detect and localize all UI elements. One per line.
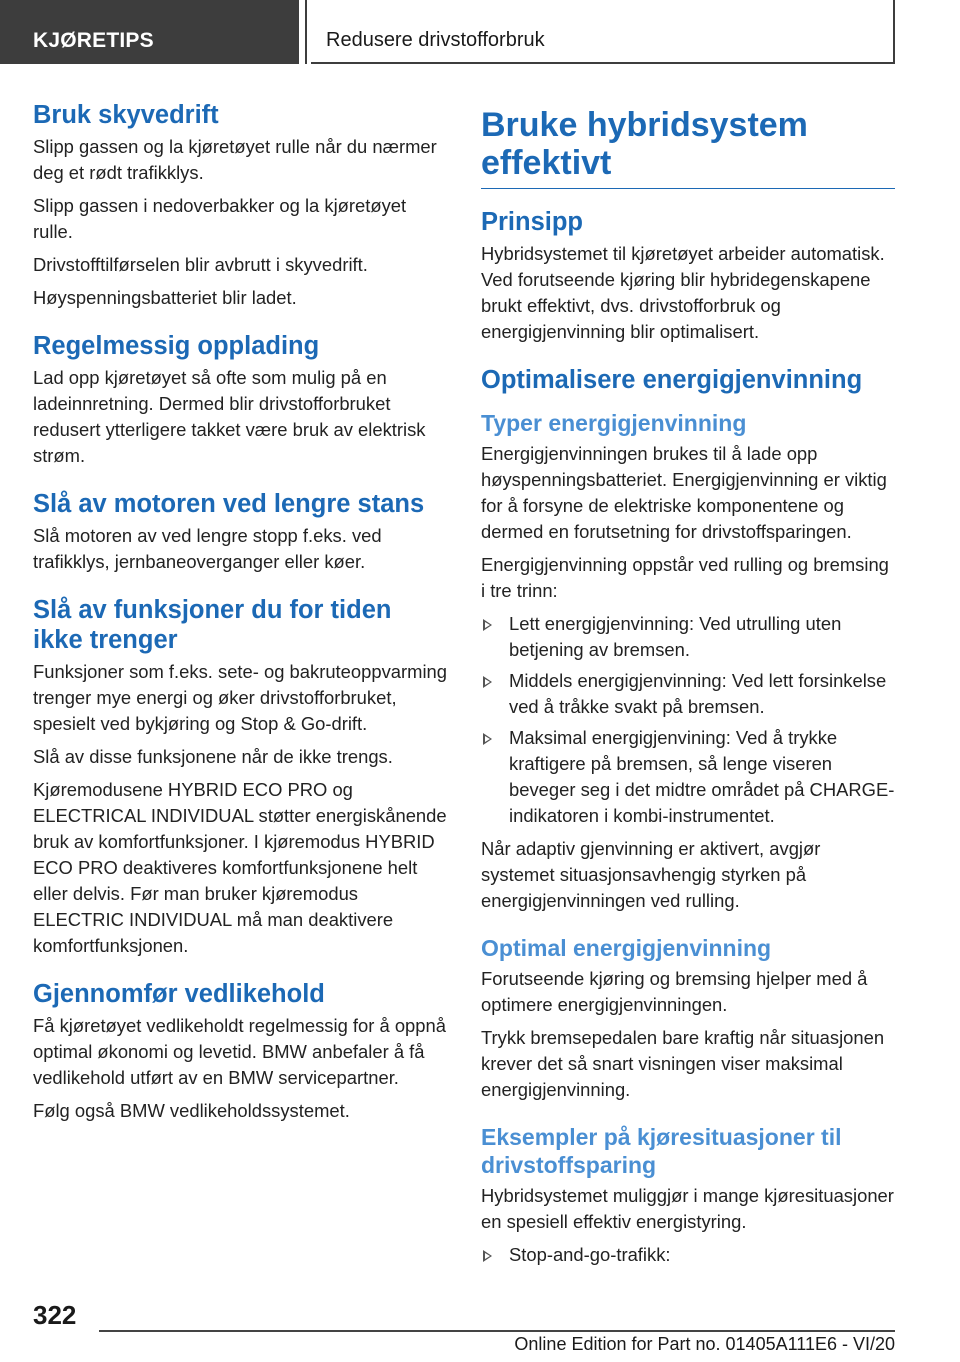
paragraph: Funksjoner som f.eks. sete- og bakruteoppvarming trenger mye energi og øker drivstofforbruket, spesielt ved bykjøring og Stop & Go-drift.	[33, 661, 447, 734]
heading-disable-functions: Slå av funksjoner du for tiden ikke trenger	[33, 596, 392, 654]
paragraph: Slipp gassen og la kjøretøyet rulle når du nærmer deg et rødt trafikklys.	[33, 136, 437, 183]
paragraph: Forutseende kjøring og bremsing hjelper med å optimere energigjenvinningen.	[481, 968, 868, 1015]
heading-recuperation-types: Typer energigjenvinning	[481, 410, 747, 436]
paragraph: Lad opp kjøretøyet så ofte som mulig på en ladeinnretning. Dermed blir drivstofforbruket redusert ytterligere takket være bruk av elektrisk strøm.	[33, 367, 426, 466]
paragraph: Følg også BMW vedlikeholdssystemet.	[33, 1100, 350, 1121]
paragraph: Trykk bremsepedalen bare kraftig når situasjonen krever det så snart visningen viser maksimal energigjenvinning.	[481, 1027, 885, 1100]
header-divider	[305, 0, 307, 64]
header-section-box	[311, 0, 895, 64]
main-title: Bruke hybridsystem effektivt	[481, 106, 895, 189]
left-column	[33, 100, 447, 1131]
bullet-triangle-icon	[483, 619, 492, 631]
paragraph: Når adaptiv gjenvinning er aktivert, avgjør systemet situasjonsavhengig styrken på energigjenvinningen ved rulling.	[481, 838, 821, 911]
paragraph: Slå av disse funksjonene når de ikke trengs.	[33, 746, 393, 767]
paragraph: Slå motoren av ved lengre stopp f.eks. ved trafikklys, jernbaneoverganger eller køer.	[33, 525, 382, 572]
section-label: Redusere drivstofforbruk	[326, 29, 545, 51]
heading-optimal-recuperation: Optimal energigjenvinning	[481, 935, 772, 961]
heading-maintenance: Gjennomfør vedlikehold	[33, 980, 325, 1008]
heading-driving-examples: Eksempler på kjøresituasjoner til drivstoffsparing	[481, 1124, 842, 1178]
bullet-triangle-icon	[483, 676, 492, 688]
recuperation-list	[481, 611, 895, 829]
paragraph: Kjøremodusene HYBRID ECO PRO og ELECTRICAL INDIVIDUAL støtter energiskånende bruk av komfortfunksjoner. I kjøremodus HYBRID ECO PRO deaktiveres komfortfunksjonene helt eller delvis. Før man bruker kjøremodus ELECTRIC INDIVIDUAL må man deaktivere komfortfunksjonen.	[33, 779, 447, 956]
paragraph: Energigjenvinning oppstår ved rulling og bremsing i tre trinn:	[481, 554, 889, 601]
list-item: Maksimal energigjenvining: Ved å trykke kraftigere på bremsen, så lenge viseren beveger seg i det midtre området på CHARGE-indikatoren i kombi-instrumentet.	[481, 725, 895, 829]
header-chapter-tab	[0, 0, 299, 64]
chapter-label: KJØRETIPS	[33, 29, 154, 52]
footer-edition: Online Edition for Part no. 01405A111E6 - VI/20	[514, 1334, 895, 1354]
paragraph: Hybridsystemet muliggjør i mange kjøresituasjoner en spesiell effektiv energistyring.	[481, 1185, 894, 1232]
paragraph: Drivstofftilførselen blir avbrutt i skyvedrift.	[33, 254, 368, 275]
heading-coasting: Bruk skyvedrift	[33, 101, 219, 129]
paragraph: Slipp gassen i nedoverbakker og la kjøretøyet rulle.	[33, 195, 407, 242]
footer-rule	[99, 1330, 895, 1332]
list-item: Stop-and-go-trafikk:	[481, 1242, 895, 1268]
heading-principle: Prinsipp	[481, 208, 584, 236]
right-column	[481, 100, 895, 1275]
paragraph: Høyspenningsbatteriet blir ladet.	[33, 287, 297, 308]
paragraph: Energigjenvinningen brukes til å lade opp høyspenningsbatteriet. Energigjenvinning er viktig for å forsyne de elektriske komponentene og dermed en forutsetning for drivstoffsparingen.	[481, 443, 887, 542]
page-number: 322	[33, 1300, 77, 1330]
examples-list	[481, 1242, 895, 1268]
list-item: Lett energigjenvinning: Ved utrulling uten betjening av bremsen.	[481, 611, 895, 663]
paragraph: Hybridsystemet til kjøretøyet arbeider automatisk. Ved forutseende kjøring blir hybridegenskapene brukt effektivt, dvs. drivstofforbruk og energigjenvinning blir optimalisert.	[481, 243, 885, 342]
bullet-triangle-icon	[483, 733, 492, 745]
paragraph: Få kjøretøyet vedlikeholdt regelmessig for å oppnå optimal økonomi og levetid. BMW anbefaler å få vedlikehold utført av en BMW servicepartner.	[33, 1015, 446, 1088]
bullet-triangle-icon	[483, 1250, 492, 1262]
heading-regular-charging: Regelmessig opplading	[33, 332, 320, 360]
heading-optimize-recuperation: Optimalisere energigjenvinning	[481, 366, 863, 394]
list-item: Middels energigjenvinning: Ved lett forsinkelse ved å tråkke svakt på bremsen.	[481, 668, 895, 720]
heading-engine-off: Slå av motoren ved lengre stans	[33, 490, 425, 518]
